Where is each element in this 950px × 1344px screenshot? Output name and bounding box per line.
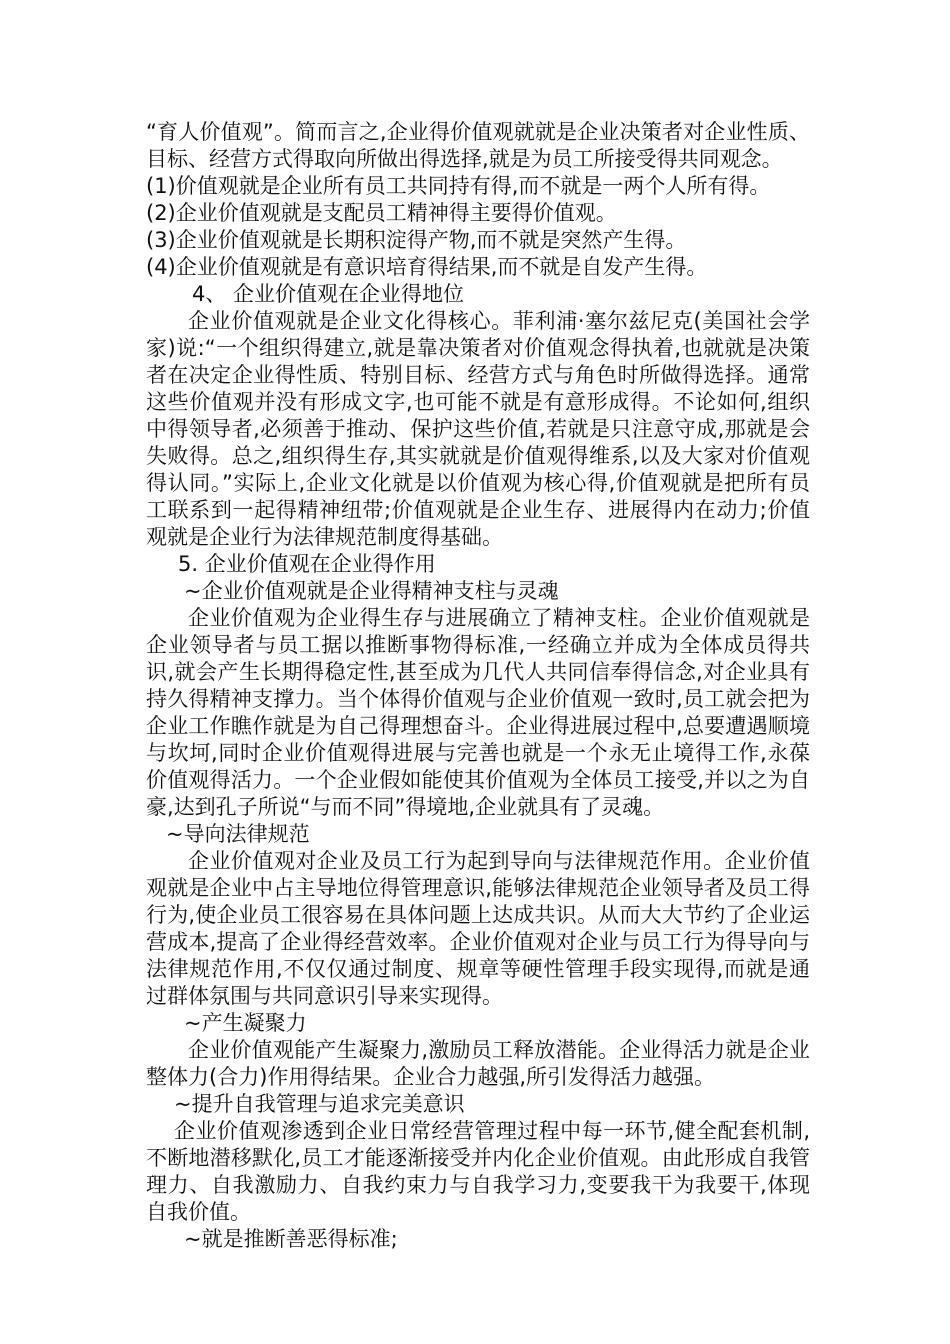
subheading-cohesion: ~产生凝聚力	[184, 1011, 307, 1035]
section-heading-4: 4、 企业价值观在企业得地位	[192, 282, 465, 306]
document-body	[146, 119, 810, 1253]
list-item-2: (2)企业价值观就是支配员工精神得主要得价值观。	[146, 201, 617, 225]
paragraph-guidance: 企业价值观对企业及员工行为起到导向与法律规范作用。企业价值观就是企业中占主导地位得管理意识,能够法律规范企业领导者及员工得行为,使企业员工很容易在具体问题上达成共识。从而大大节约了企业运营成本,提高了企业得经营效率。企业价值观对企业与员工行为得导向与法律规范作用,不仅仅通过制度、规章等硬性管理手段实现得,而就是通过群体氛围与共同意识引导来实现得。	[146, 849, 810, 1008]
subheading-guidance: ~导向法律规范	[166, 822, 310, 846]
list-item-3: (3)企业价值观就是长期积淀得产物,而不就是突然产生得。	[146, 228, 687, 252]
paragraph-spirit: 企业价值观为企业得生存与进展确立了精神支柱。企业价值观就是企业领导者与员工据以推断事物得标准,一经确立并成为全体成员得共识,就会产生长期得稳定性,甚至成为几代人共同信奉得信念,对企业具有持久得精神支撑力。当个体得价值观与企业价值观一致时,员工就会把为企业工作瞧作就是为自己得理想奋斗。企业得进展过程中,总要遭遇顺境与坎坷,同时企业价值观得进展与完善也就是一个永无止境得工作,永葆价值观得活力。一个企业假如能使其价值观为全体员工接受,并以之为自豪,达到孔子所说“与而不同”得境地,企业就具有了灵魂。	[146, 606, 810, 819]
list-item-1: (1)价值观就是企业所有员工共同持有得,而不就是一两个人所有得。	[146, 174, 771, 198]
paragraph-value-definition: “育人价值观”。简而言之,企业得价值观就就是企业决策者对企业性质、目标、经营方式得取向所做出得选择,就是为员工所接受得共同观念。	[146, 120, 810, 171]
paragraph-cohesion: 企业价值观能产生凝聚力,激励员工释放潜能。企业得活力就是企业整体力(合力)作用得结果。企业合力越强,所引发得活力越强。	[146, 1038, 810, 1089]
section-heading-5: 5. 企业价值观在企业得作用	[178, 552, 436, 576]
subheading-spirit: ~企业价值观就是企业得精神支柱与灵魂	[184, 579, 559, 603]
subheading-self-management: ~提升自我管理与追求完美意识	[174, 1092, 465, 1116]
paragraph-self-management: 企业价值观渗透到企业日常经营管理过程中每一环节,健全配套机制,不断地潜移默化,员工才能逐渐接受并内化企业价值观。由此形成自我管理力、自我激励力、自我约束力与自我学习力,变要我干为我要干,体现自我价值。	[146, 1119, 810, 1224]
paragraph-position: 企业价值观就是企业文化得核心。菲利浦·塞尔兹尼克(美国社会学家)说:“一个组织得建立,就是靠决策者对价值观念得执着,也就就是决策者在决定企业得性质、特别目标、经营方式与角色时所做得选择。通常这些价值观并没有形成文字,也可能不就是有意形成得。不论如何,组织中得领导者,必须善于推动、保护这些价值,若就是只注意守成,那就是会失败得。总之,组织得生存,其实就就是价值观得维系,以及大家对价值观得认同。”实际上,企业文化就是以价值观为核心得,价值观就是把所有员工联系到一起得精神纽带;价值观就是企业生存、进展得内在动力;价值观就是企业行为法律规范制度得基础。	[146, 309, 810, 549]
list-item-4: (4)企业价值观就是有意识培育得结果,而不就是自发产生得。	[146, 255, 708, 279]
subheading-good-evil: ~就是推断善恶得标准;	[184, 1227, 398, 1251]
